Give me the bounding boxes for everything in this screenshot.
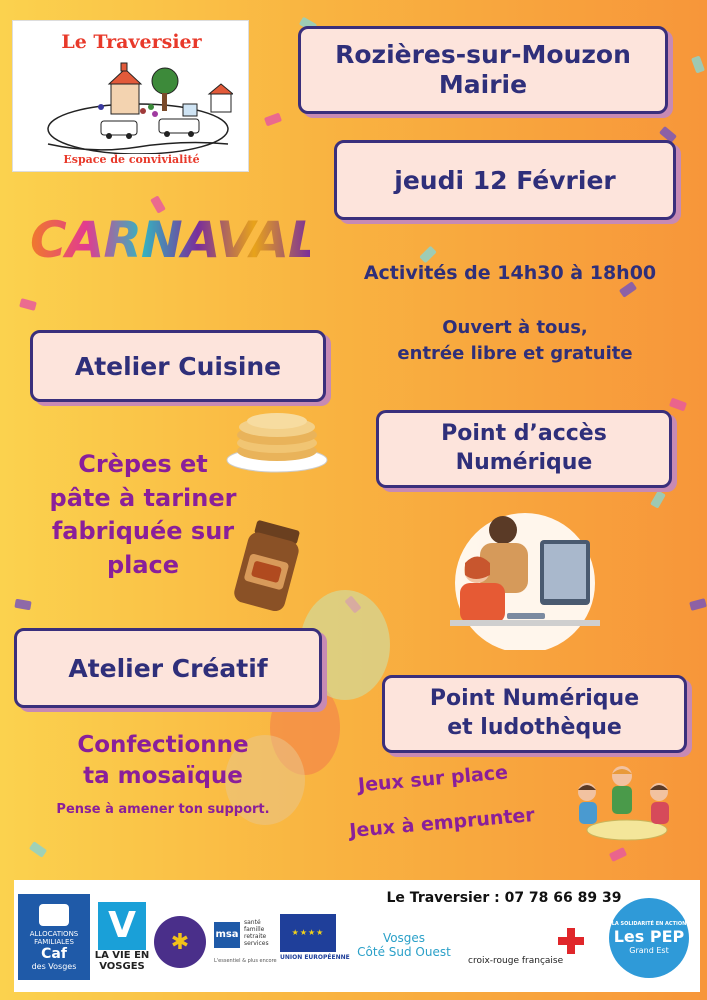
eu-flag-icon: ★★★★ [280, 914, 336, 952]
location-town: Rozières-sur-Mouzon [335, 40, 631, 69]
access-line-2: entrée libre et gratuite [397, 343, 633, 365]
seal-star-icon: ✱ [170, 929, 190, 955]
caf-logo [18, 894, 90, 980]
red-cross-icon [558, 928, 584, 954]
cuisine-desc-line-2: pâte à tariner [49, 483, 237, 512]
logo-subtitle: Espace de convivialité [63, 153, 200, 166]
msa-line-2: famille [244, 925, 265, 933]
traversier-logo [12, 20, 249, 172]
games-on-site: Jeux sur place [357, 761, 509, 797]
msa-letters: msa [214, 922, 240, 948]
point-acces-line-1: Point d’accès [441, 421, 607, 447]
msa-line-1: santé [244, 919, 261, 926]
cuisine-desc-line-4: place [106, 550, 180, 579]
contact-phone: Le Traversier : 07 78 66 89 39 [386, 890, 622, 906]
point-acces-line-2: Numérique [455, 450, 593, 475]
creatif-desc-line-2: ta mosaïque [83, 763, 243, 790]
pep-ring-text: LA SOLIDARITÉ EN ACTION [611, 921, 687, 927]
games-to-borrow: Jeux à emprunter [348, 803, 536, 843]
vie-line-1: LA VIE EN [94, 950, 150, 961]
atelier-creatif-label: Atelier Créatif [68, 653, 268, 683]
caf-line-2: FAMILIALES [34, 937, 74, 946]
vie-en-vosges-logo [94, 894, 150, 980]
point-numerique-line-1: Point Numérique [429, 686, 640, 712]
village-drawing-icon [43, 59, 233, 154]
location-place: Mairie [438, 70, 528, 99]
msa-lines [244, 920, 269, 948]
date-card [334, 140, 676, 220]
atelier-cuisine-description [18, 448, 268, 582]
access-line-1: Ouvert à tous, [442, 317, 588, 338]
pep-subtitle: Grand Est [629, 946, 669, 955]
spread-jar-icon [232, 518, 304, 613]
caf-line-1: ALLOCATIONS [29, 929, 79, 938]
vosges-line-1: Vosges [382, 931, 426, 945]
msa-line-3: retraite [244, 932, 267, 940]
pep-text: Les PEP [613, 927, 685, 946]
caf-line-4: des Vosges [31, 961, 77, 971]
vie-line-2: VOSGES [99, 961, 145, 972]
atelier-creatif-description [18, 730, 308, 792]
vosges-line-2: Côté Sud Ouest [357, 945, 451, 959]
kids-playing-icon [567, 762, 687, 842]
msa-line-4: services [244, 939, 269, 947]
atelier-creatif-card [14, 628, 322, 708]
footer-partners [14, 880, 700, 992]
vie-v-icon: V [98, 902, 146, 950]
cuisine-desc-line-1: Crèpes et [78, 450, 208, 478]
creatif-desc-line-1: Confectionne [77, 732, 249, 758]
carnaval-title-text: CARNAVAL [30, 200, 310, 280]
point-numerique-card [382, 675, 687, 753]
activity-hours: Activités de 14h30 à 18h00 [363, 262, 657, 284]
logo-name: Le Traversier [61, 31, 202, 53]
atelier-cuisine-label: Atelier Cuisine [74, 351, 282, 381]
eu-title: UNION EUROPÉENNE [280, 954, 350, 961]
access-info [355, 315, 675, 367]
pep-logo [609, 898, 689, 978]
caf-emblem-icon [39, 904, 69, 926]
cuisine-desc-line-3: fabriquée sur [51, 517, 235, 546]
location-card [298, 26, 668, 114]
creatif-note: Pense à amener ton support. [56, 802, 270, 817]
carnaval-title [30, 200, 319, 280]
event-date: jeudi 12 Février [394, 165, 616, 195]
caf-line-3: Caf [41, 945, 67, 962]
vosges-sud-ouest-logo [354, 920, 454, 970]
croix-rouge-label: croix-rouge française [468, 956, 564, 966]
computer-users-icon [445, 505, 605, 650]
croix-rouge-logo [464, 928, 594, 968]
eu-logo [280, 914, 350, 976]
msa-tag: L'essentiel & plus encore [214, 958, 277, 964]
msa-logo [214, 920, 289, 970]
conference-seal-logo [154, 916, 206, 968]
point-acces-card [376, 410, 672, 488]
point-numerique-line-2: et ludothèque [447, 715, 622, 740]
atelier-cuisine-card [30, 330, 326, 402]
